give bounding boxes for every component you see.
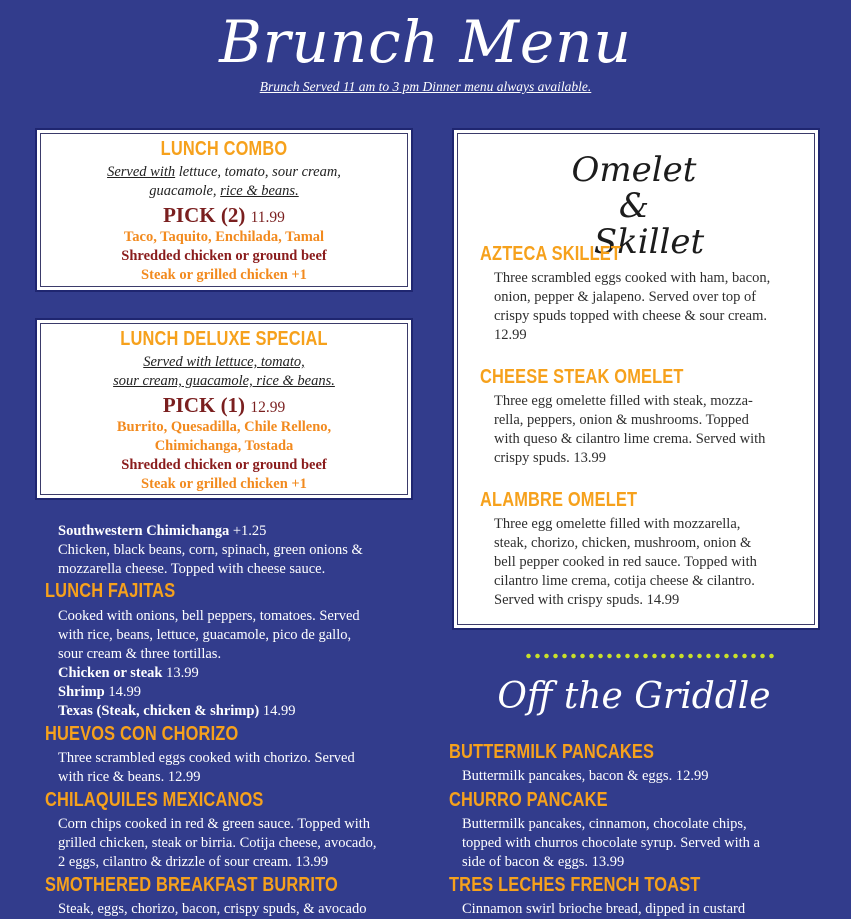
azteca-heading: AZTECA SKILLET — [480, 243, 622, 265]
chilaquiles-heading: CHILAQUILES MEXICANOS — [45, 789, 264, 811]
buttermilk-desc: Buttermilk pancakes, bacon & eggs. 12.99 — [462, 768, 709, 784]
cheese-steak-heading: CHEESE STEAK OMELET — [480, 366, 684, 388]
huevos-heading: HUEVOS CON CHORIZO — [45, 723, 239, 745]
lunch-deluxe-options: Burrito, Quesadilla, Chile Relleno, Chimichanga, Tostada — [116, 419, 332, 454]
buttermilk-heading: BUTTERMILK PANCAKES — [449, 741, 655, 763]
lunch-combo-options: Taco, Taquito, Enchilada, Tamal — [123, 229, 325, 245]
smothered-heading: SMOTHERED BREAKFAST BURRITO — [45, 874, 338, 896]
lunch-combo-pick: PICK (2) 11.99 — [163, 203, 285, 227]
cheese-steak-desc: Three egg omelette filled with steak, mozza- rella, peppers, onion & mushrooms. Topped with queso & cilantro lime crema. Served with crispy spuds. 13.99 — [494, 393, 766, 466]
alambre-heading: ALAMBRE OMELET — [480, 489, 638, 511]
lunch-combo-heading: LUNCH COMBO — [160, 138, 288, 160]
omelet-skillet-card — [452, 128, 820, 630]
lunch-deluxe-card — [35, 318, 413, 500]
churro-heading: CHURRO PANCAKE — [449, 789, 608, 811]
omelet-skillet-title: Omelet & Skillet — [571, 150, 705, 262]
chilaquiles-desc: Corn chips cooked in red & green sauce. Topped with grilled chicken, steak or birria. Cotija cheese, avocado, 2 eggs, cilantro & drizzle of sour cream. 13.99 — [58, 816, 377, 870]
lunch-combo-served: Served with lettuce, tomato, sour cream, guacamole, rice & beans. — [107, 164, 341, 199]
page-subtitle: Brunch Served 11 am to 3 pm Dinner menu always available. — [259, 79, 592, 94]
dotted-divider — [524, 652, 776, 660]
lunch-combo-protein: Shredded chicken or ground beef — [121, 248, 327, 264]
page-title: Brunch Menu — [219, 8, 632, 76]
lunch-deluxe-served: Served with lettuce, tomato, sour cream, guacamole, rice & beans. — [113, 354, 335, 389]
lunch-fajitas-heading: LUNCH FAJITAS — [45, 580, 176, 602]
alambre-desc: Three egg omelette filled with mozzarella, steak, chorizo, chicken, mushroom, onion & bell pepper cooked in red sauce. Topped with cilantro lime crema, cotija cheese & cilantro. Served with crispy spuds. 14.99 — [494, 516, 757, 608]
smothered-desc: Steak, eggs, chorizo, bacon, crispy spuds, & avocado — [58, 901, 367, 917]
huevos-desc: Three scrambled eggs cooked with chorizo. Served with rice & beans. 12.99 — [58, 750, 355, 785]
azteca-desc: Three scrambled eggs cooked with ham, bacon, onion, pepper & jalapeno. Served over top of crispy spuds topped with cheese & sour cream. 12.99 — [494, 270, 771, 343]
lunch-deluxe-upgrade: Steak or grilled chicken +1 — [141, 476, 307, 492]
lunch-combo-card — [35, 128, 413, 292]
churro-desc: Buttermilk pancakes, cinnamon, chocolate chips, topped with churros chocolate syrup. Served with a side of bacon & eggs. 13.99 — [462, 816, 760, 870]
lunch-fajitas-desc: Cooked with onions, bell peppers, tomatoes. Served with rice, beans, lettuce, guacamole, pico de gallo, sour cream & three tortillas. Chicken or steak 13.99 Shrimp 14.99 Texas (Steak, chicken & shrimp) 14.99 — [58, 608, 360, 719]
griddle-title: Off the Griddle — [497, 676, 771, 717]
tres-leches-heading: TRES LECHES FRENCH TOAST — [449, 874, 701, 896]
lunch-combo-upgrade: Steak or grilled chicken +1 — [141, 267, 307, 283]
lunch-deluxe-heading: LUNCH DELUXE SPECIAL — [120, 328, 328, 350]
tres-leches-desc: Cinnamon swirl brioche bread, dipped in custard — [462, 901, 746, 917]
southwestern-item: Southwestern Chimichanga +1.25 Chicken, black beans, corn, spinach, green onions & mozzarella cheese. Topped with cheese sauce. — [58, 523, 363, 577]
lunch-deluxe-pick: PICK (1) 12.99 — [162, 393, 286, 417]
lunch-deluxe-protein: Shredded chicken or ground beef — [121, 457, 327, 473]
